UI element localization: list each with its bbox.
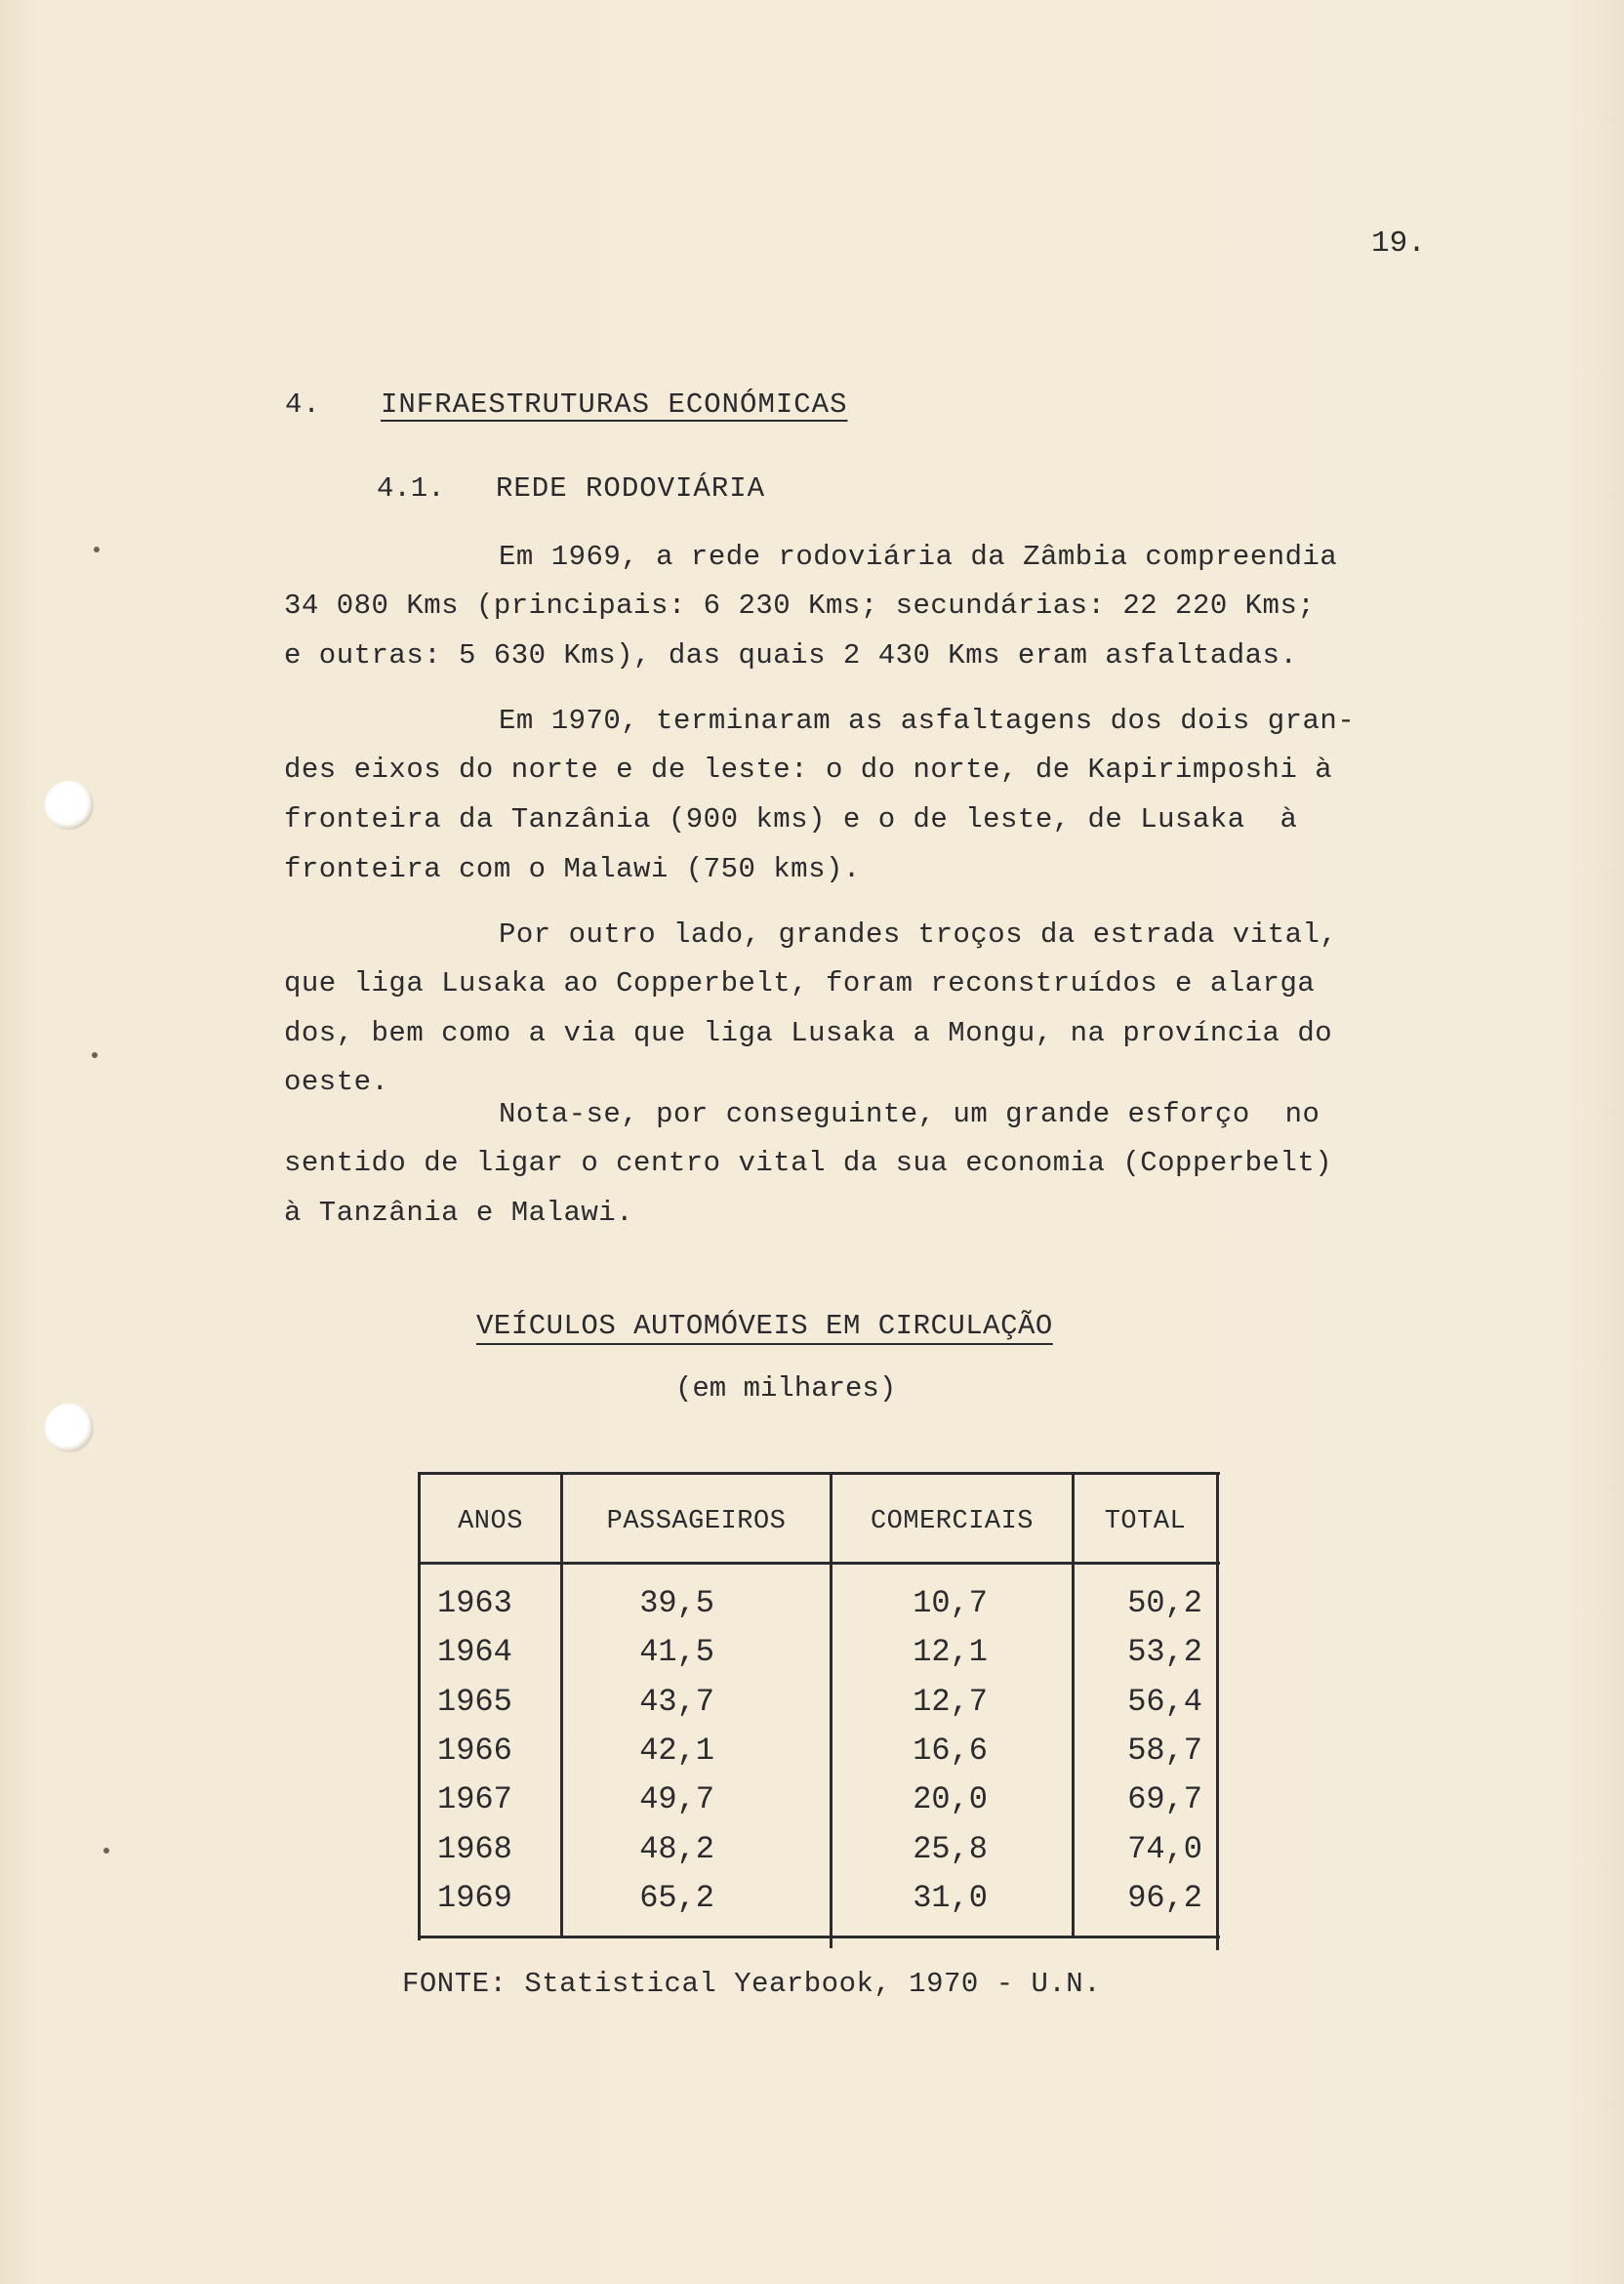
subsection-number: 4.1.: [377, 472, 445, 505]
cell-passengers: 39,5: [639, 1585, 714, 1621]
cell-total: 53,2: [1127, 1634, 1202, 1670]
cell-commercial: 16,6: [913, 1733, 988, 1769]
paragraph-3-line-2: que liga Lusaka ao Copperbelt, foram reconstruídos e alarga: [284, 967, 1316, 999]
punch-hole-bottom: [45, 1404, 94, 1452]
table-top-border: [418, 1472, 1220, 1475]
punch-hole-top: [45, 781, 94, 830]
paper-speck: [94, 547, 100, 552]
cell-passengers: 42,1: [639, 1733, 714, 1769]
cell-commercial: 20,0: [913, 1781, 988, 1817]
cell-passengers: 43,7: [639, 1684, 714, 1720]
cell-year: 1965: [437, 1684, 512, 1720]
paragraph-4-line-2: sentido de ligar o centro vital da sua economia (Copperbelt): [284, 1147, 1333, 1179]
page-number: 19.: [1371, 226, 1426, 261]
paragraph-1-line-3: e outras: 5 630 Kms), das quais 2 430 Kms eram asfaltadas.: [284, 639, 1298, 672]
table-header-comerciais: COMERCIAIS: [870, 1507, 1035, 1536]
cell-year: 1964: [437, 1634, 512, 1670]
paragraph-2-line-3: fronteira da Tanzânia (900 kms) e o de leste, de Lusaka à: [284, 803, 1298, 836]
paragraph-1-line-1: Em 1969, a rede rodoviária da Zâmbia compreendia: [499, 541, 1338, 573]
table-col-divider-2: [830, 1472, 832, 1948]
cell-passengers: 41,5: [639, 1634, 714, 1670]
cell-commercial: 31,0: [913, 1880, 988, 1916]
paragraph-4-line-1: Nota-se, por conseguinte, um grande esforço no: [499, 1098, 1320, 1130]
section-title: INFRAESTRUTURAS ECONÓMICAS: [381, 388, 848, 421]
table-col-divider-1: [560, 1472, 563, 1938]
paper-speck: [92, 1052, 98, 1058]
table-header-passageiros: PASSAGEIROS: [606, 1507, 787, 1536]
cell-passengers: 48,2: [639, 1831, 714, 1867]
cell-commercial: 25,8: [913, 1831, 988, 1867]
table-subtitle: (em milhares): [675, 1372, 897, 1405]
paragraph-3-line-4: oeste.: [284, 1066, 389, 1098]
table-header-divider: [418, 1562, 1220, 1565]
table-header-anos: ANOS: [458, 1507, 523, 1536]
subsection-title: REDE RODOVIÁRIA: [496, 472, 766, 505]
cell-commercial: 12,7: [913, 1684, 988, 1720]
paragraph-4-line-3: à Tanzânia e Malawi.: [284, 1197, 634, 1229]
cell-total: 58,7: [1127, 1733, 1202, 1769]
cell-passengers: 49,7: [639, 1781, 714, 1817]
table-header-total: TOTAL: [1104, 1507, 1187, 1536]
paragraph-2-line-4: fronteira com o Malawi (750 kms).: [284, 853, 861, 885]
table-left-border: [418, 1472, 421, 1940]
paragraph-2-line-2: des eixos do norte e de leste: o do norte, de Kapirimposhi à: [284, 754, 1333, 786]
cell-year: 1966: [437, 1733, 512, 1769]
section-number: 4.: [285, 388, 321, 421]
cell-total: 74,0: [1127, 1831, 1202, 1867]
cell-year: 1967: [437, 1781, 512, 1817]
table-source: FONTE: Statistical Yearbook, 1970 - U.N.: [402, 1968, 1102, 2000]
cell-passengers: 65,2: [639, 1880, 714, 1916]
cell-total: 56,4: [1127, 1684, 1202, 1720]
cell-commercial: 12,1: [913, 1634, 988, 1670]
table-right-border: [1216, 1472, 1219, 1950]
cell-total: 96,2: [1127, 1880, 1202, 1916]
paragraph-3-line-3: dos, bem como a via que liga Lusaka a Mongu, na província do: [284, 1017, 1333, 1049]
paragraph-1-line-2: 34 080 Kms (principais: 6 230 Kms; secundárias: 22 220 Kms;: [284, 590, 1316, 622]
cell-year: 1968: [437, 1831, 512, 1867]
cell-total: 50,2: [1127, 1585, 1202, 1621]
cell-year: 1969: [437, 1880, 512, 1916]
table-title: VEÍCULOS AUTOMÓVEIS EM CIRCULAÇÃO: [476, 1310, 1053, 1342]
cell-commercial: 10,7: [913, 1585, 988, 1621]
paragraph-3-line-1: Por outro lado, grandes troços da estrada vital,: [499, 918, 1338, 951]
paragraph-2-line-1: Em 1970, terminaram as asfaltagens dos dois gran-: [499, 705, 1356, 737]
cell-total: 69,7: [1127, 1781, 1202, 1817]
table-bottom-border: [418, 1936, 1220, 1938]
cell-year: 1963: [437, 1585, 512, 1621]
paper-speck: [103, 1848, 109, 1854]
